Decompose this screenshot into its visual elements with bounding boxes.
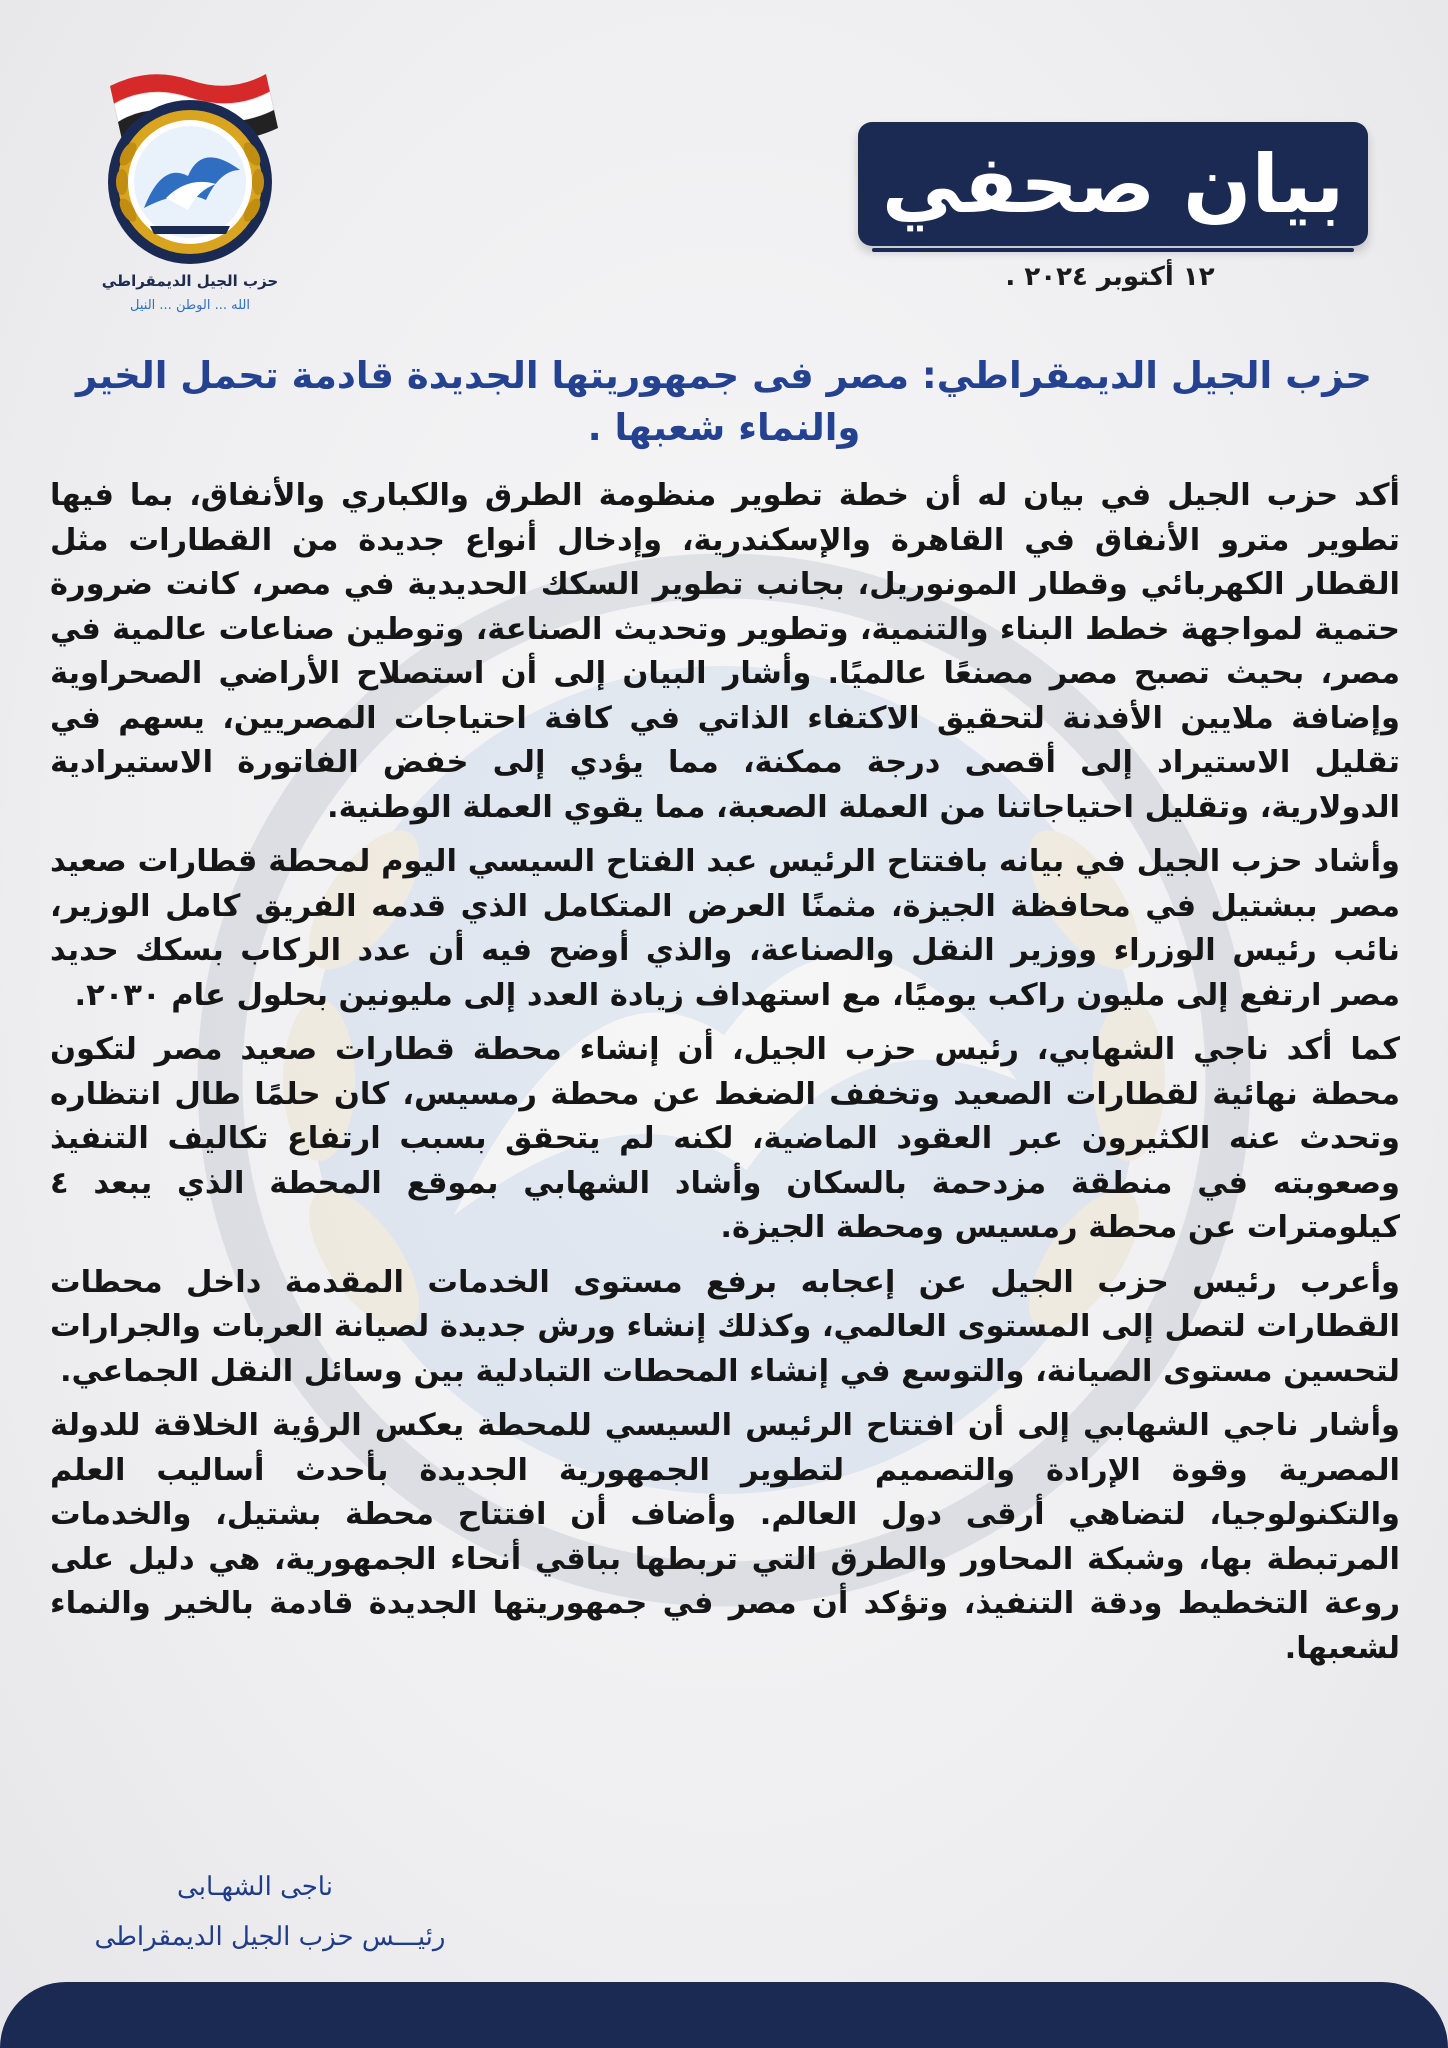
party-emblem-icon <box>70 58 310 272</box>
release-body <box>50 474 1400 1681</box>
body-paragraph: كما أكد ناجي الشهابي، رئيس حزب الجيل، أن إنشاء محطة قطارات صعيد مصر لتكون محطة نهائية لقطارات الصعيد وتخفف الضغط عن محطة رمسيس، كان حلمًا طال انتظاره وتحدث عنه الكثيرون عبر العقود الماضية، لكنه لم يتحقق بسبب ارتفاع تكاليف التنفيذ وصعوبته في منطقة مزدحمة بالسكان وأشاد الشهابي بموقع المحطة الذي يبعد ٤ كيلومترات عن محطة رمسيس ومحطة الجيزة. <box>50 1032 1400 1245</box>
footer-band <box>0 1982 1448 2048</box>
release-date: ١٢ أكتوبر ٢٠٢٤ . <box>1005 262 1215 292</box>
body-paragraph: وأعرب رئيس حزب الجيل عن إعجابه برفع مستوى الخدمات المقدمة داخل محطات القطارات لتصل إلى المستوى العالمي، وكذلك إنشاء ورش جديدة لصيانة العربات والجرارات لتحسين مستوى الصيانة، والتوسع في إنشاء المحطات التبادلية بين وسائل النقل الجماعي. <box>50 1264 1400 1389</box>
signature-title: رئيـــس حزب الجيل الديمقراطى <box>94 1922 446 1952</box>
headline: حزب الجيل الديمقراطي: مصر فى جمهوريتها الجديدة قادمة تحمل الخير والنماء شعبها . <box>76 354 1372 449</box>
logo-party-name: حزب الجيل الديمقراطي <box>101 272 279 290</box>
badge-underline <box>872 248 1354 252</box>
body-paragraph: وأشار ناجي الشهابي إلى أن افتتاح الرئيس السيسي للمحطة يعكس الرؤية الخلاقة للدولة المصرية وقوة الإرادة والتصميم لتطوير الجمهورية الجديدة بأحدث أساليب العلم والتكنولوجيا، لتضاهي أرقى دول العالم. وأضاف أن افتتاح محطة بشتيل، والخدمات المرتبطة بها، وشبكة المحاور والطرق التي تربطها بباقي أنحاء الجمهورية، هي دليل على روعة التخطيط ودقة التنفيذ، وتؤكد أن مصر في جمهوريتها الجديدة قادمة بالخير والنماء لشعبها. <box>50 1408 1400 1666</box>
body-paragraph: أكد حزب الجيل في بيان له أن خطة تطوير منظومة الطرق والكباري والأنفاق، بما فيها تطوير مترو الأنفاق في القاهرة والإسكندرية، وإدخال أنواع جديدة من القطارات مثل القطار الكهربائي وقطار المونوريل، بجانب تطوير السكك الحديدية في مصر، كانت ضرورة حتمية لمواجهة خطط البناء والتنمية، وتطوير وتحديث الصناعة، وتوطين صناعات عالمية في مصر، بحيث تصبح مصر مصنعًا عالميًا. وأشار البيان إلى أن استصلاح الأراضي الصحراوية وإضافة ملايين الأفدنة لتحقيق الاكتفاء الذاتي في كافة احتياجات المصريين، يسهم في تقليل الاستيراد إلى أقصى درجة ممكنة، مما يؤدي إلى خفض الفاتورة الاستيرادية الدولارية، وتقليل احتياجاتنا من العملة الصعبة، مما يقوي العملة الوطنية. <box>50 478 1400 825</box>
press-release-badge <box>858 122 1368 246</box>
logo-slogan: الله ... الوطن ... النيل <box>130 298 250 313</box>
party-logo <box>70 58 310 328</box>
body-paragraph: وأشاد حزب الجيل في بيانه بافتتاح الرئيس عبد الفتاح السيسي اليوم لمحطة قطارات صعيد مصر ببشتيل في محافظة الجيزة، مثمنًا العرض المتكامل الذي قدمه الفريق كامل الوزير، نائب رئيس الوزراء ووزير النقل والصناعة، والذي أوضح فيه أن عدد الركاب بسكك حديد مصر ارتفع إلى مليون راكب يوميًا، مع استهداف زيادة العدد إلى مليونين بحلول عام ٢٠٣٠. <box>50 844 1400 1013</box>
badge-title: بيان صحفي <box>881 137 1345 231</box>
signature-name: ناجى الشهـابى <box>177 1872 333 1902</box>
